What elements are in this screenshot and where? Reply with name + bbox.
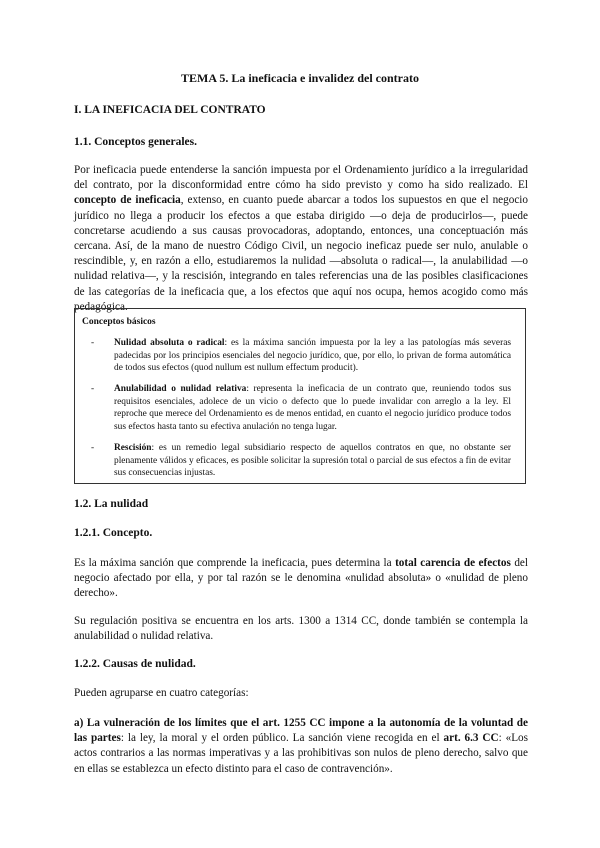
concept-paragraph: Es la máxima sanción que comprende la ineficacia, pues determina la total carencia de efectos del negocio afectado por ella, y por tal razón se le denomina «nulidad absoluta» o «nulidad de pleno derecho». xyxy=(74,557,528,600)
bold-term-total-carencia: total carencia de efectos xyxy=(395,557,511,569)
concept-term: Anulabilidad o nulidad relativa xyxy=(114,384,247,394)
concept-definition: : representa la ineficacia de un contrato que, reuniendo todos sus requisitos esenciales, adolece de un vicio o defecto que lo puede invalidar con arreglo a la ley. El reproche que merece del Ordenamiento es de menos entidad, en cuanto el negocio jurídico produce todos sus efectos hasta tanto su efectiva anulación no tenga lugar. xyxy=(114,384,511,432)
subsection-heading-conceptos-generales: 1.1. Conceptos generales. xyxy=(74,136,197,148)
concept-term: Nulidad absoluta o radical xyxy=(114,338,225,348)
bullet-dash: - xyxy=(91,443,95,453)
concept-definition: : es un remedio legal subsidiario respecto de aquellos contratos en que, no obstante ser plenamente válidos y eficaces, es posible solicitar la supresión total o parcial de sus efectos a fin de evitar sus consecuencias injustas. xyxy=(114,443,511,479)
bullet-dash: - xyxy=(91,384,95,394)
subsection-heading-causas: 1.2.2. Causas de nulidad. xyxy=(74,658,196,670)
document-title: TEMA 5. La ineficacia e invalidez del contrato xyxy=(181,71,419,85)
section-heading-ineficacia: I. LA INEFICACIA DEL CONTRATO xyxy=(74,104,266,116)
bold-term-concepto-ineficacia: concepto de ineficacia xyxy=(74,194,181,207)
subsection-heading-nulidad: 1.2. La nulidad xyxy=(74,498,149,510)
intro-paragraph: Por ineficacia puede entenderse la sanción impuesta por el Ordenamiento jurídico a la irregularidad del contrato, por la disconformidad entre cómo ha sido previsto y como ha sido realizado. El concepto de ineficacia, extenso, en cuanto puede abarcar a todos los supuestos en que el negocio jurídico no llega a producir los efectos a que estaba dirigido —o deja de producirlos—, puede concretarse acudiendo a sus causas provocadoras, adoptando, entonces, una conceptuación más cercana. Así, de la mano de nuestro Código Civil, un negocio ineficaz puede ser nulo, anulable o rescindible, y, en razón a ello, estudiaremos la nulidad —absoluta o radical—, la anulabilidad —o nulidad relativa—, y la rescisión, integrando en tales referencias una de las posibles clasificaciones de las categorías de la ineficacia que, a los efectos que aquí nos ocupa, hemos acogido como más pedagógica. xyxy=(74,164,528,313)
subsection-heading-concepto: 1.2.1. Concepto. xyxy=(74,527,153,539)
causes-intro: Pueden agruparse en cuatro categorías: xyxy=(74,687,249,699)
cause-a-paragraph: a) La vulneración de los límites que el art. 1255 CC impone a la autonomía de la voluntad de las partes: la ley, la moral y el orden público. La sanción viene recogida en el art. 6.3 CC: «Los actos contrarios a las normas imperativas y a las prohibitivas son nulos de pleno derecho, salvo que en ellas se establezca un efecto distinto para el caso de contravención». xyxy=(74,717,528,775)
regulation-paragraph: Su regulación positiva se encuentra en los arts. 1300 a 1314 CC, donde también se contempla la anulabilidad o nulidad relativa. xyxy=(74,615,528,643)
concept-definition: : es la máxima sanción impuesta por la ley a las patologías más severas padecidas por los principios esenciales del negocio jurídico, que, por ello, lo privan de forma automática de todos sus efectos (quod nullum est nullum effectum producit). xyxy=(114,338,511,374)
concepts-box-title: Conceptos básicos xyxy=(82,317,156,327)
bold-article-ref: art. 6.3 CC xyxy=(443,732,499,745)
bullet-dash: - xyxy=(91,338,95,348)
concepts-box xyxy=(74,308,526,484)
concept-item-rescision xyxy=(91,442,511,480)
cause-a-heading: a) La vulneración de los límites que el art. 1255 CC impone a la autonomía de la voluntad de las partes xyxy=(74,717,528,745)
concept-term: Rescisión xyxy=(114,443,152,453)
concept-item-nulidad xyxy=(91,337,511,375)
concept-item-anulabilidad xyxy=(91,383,511,433)
